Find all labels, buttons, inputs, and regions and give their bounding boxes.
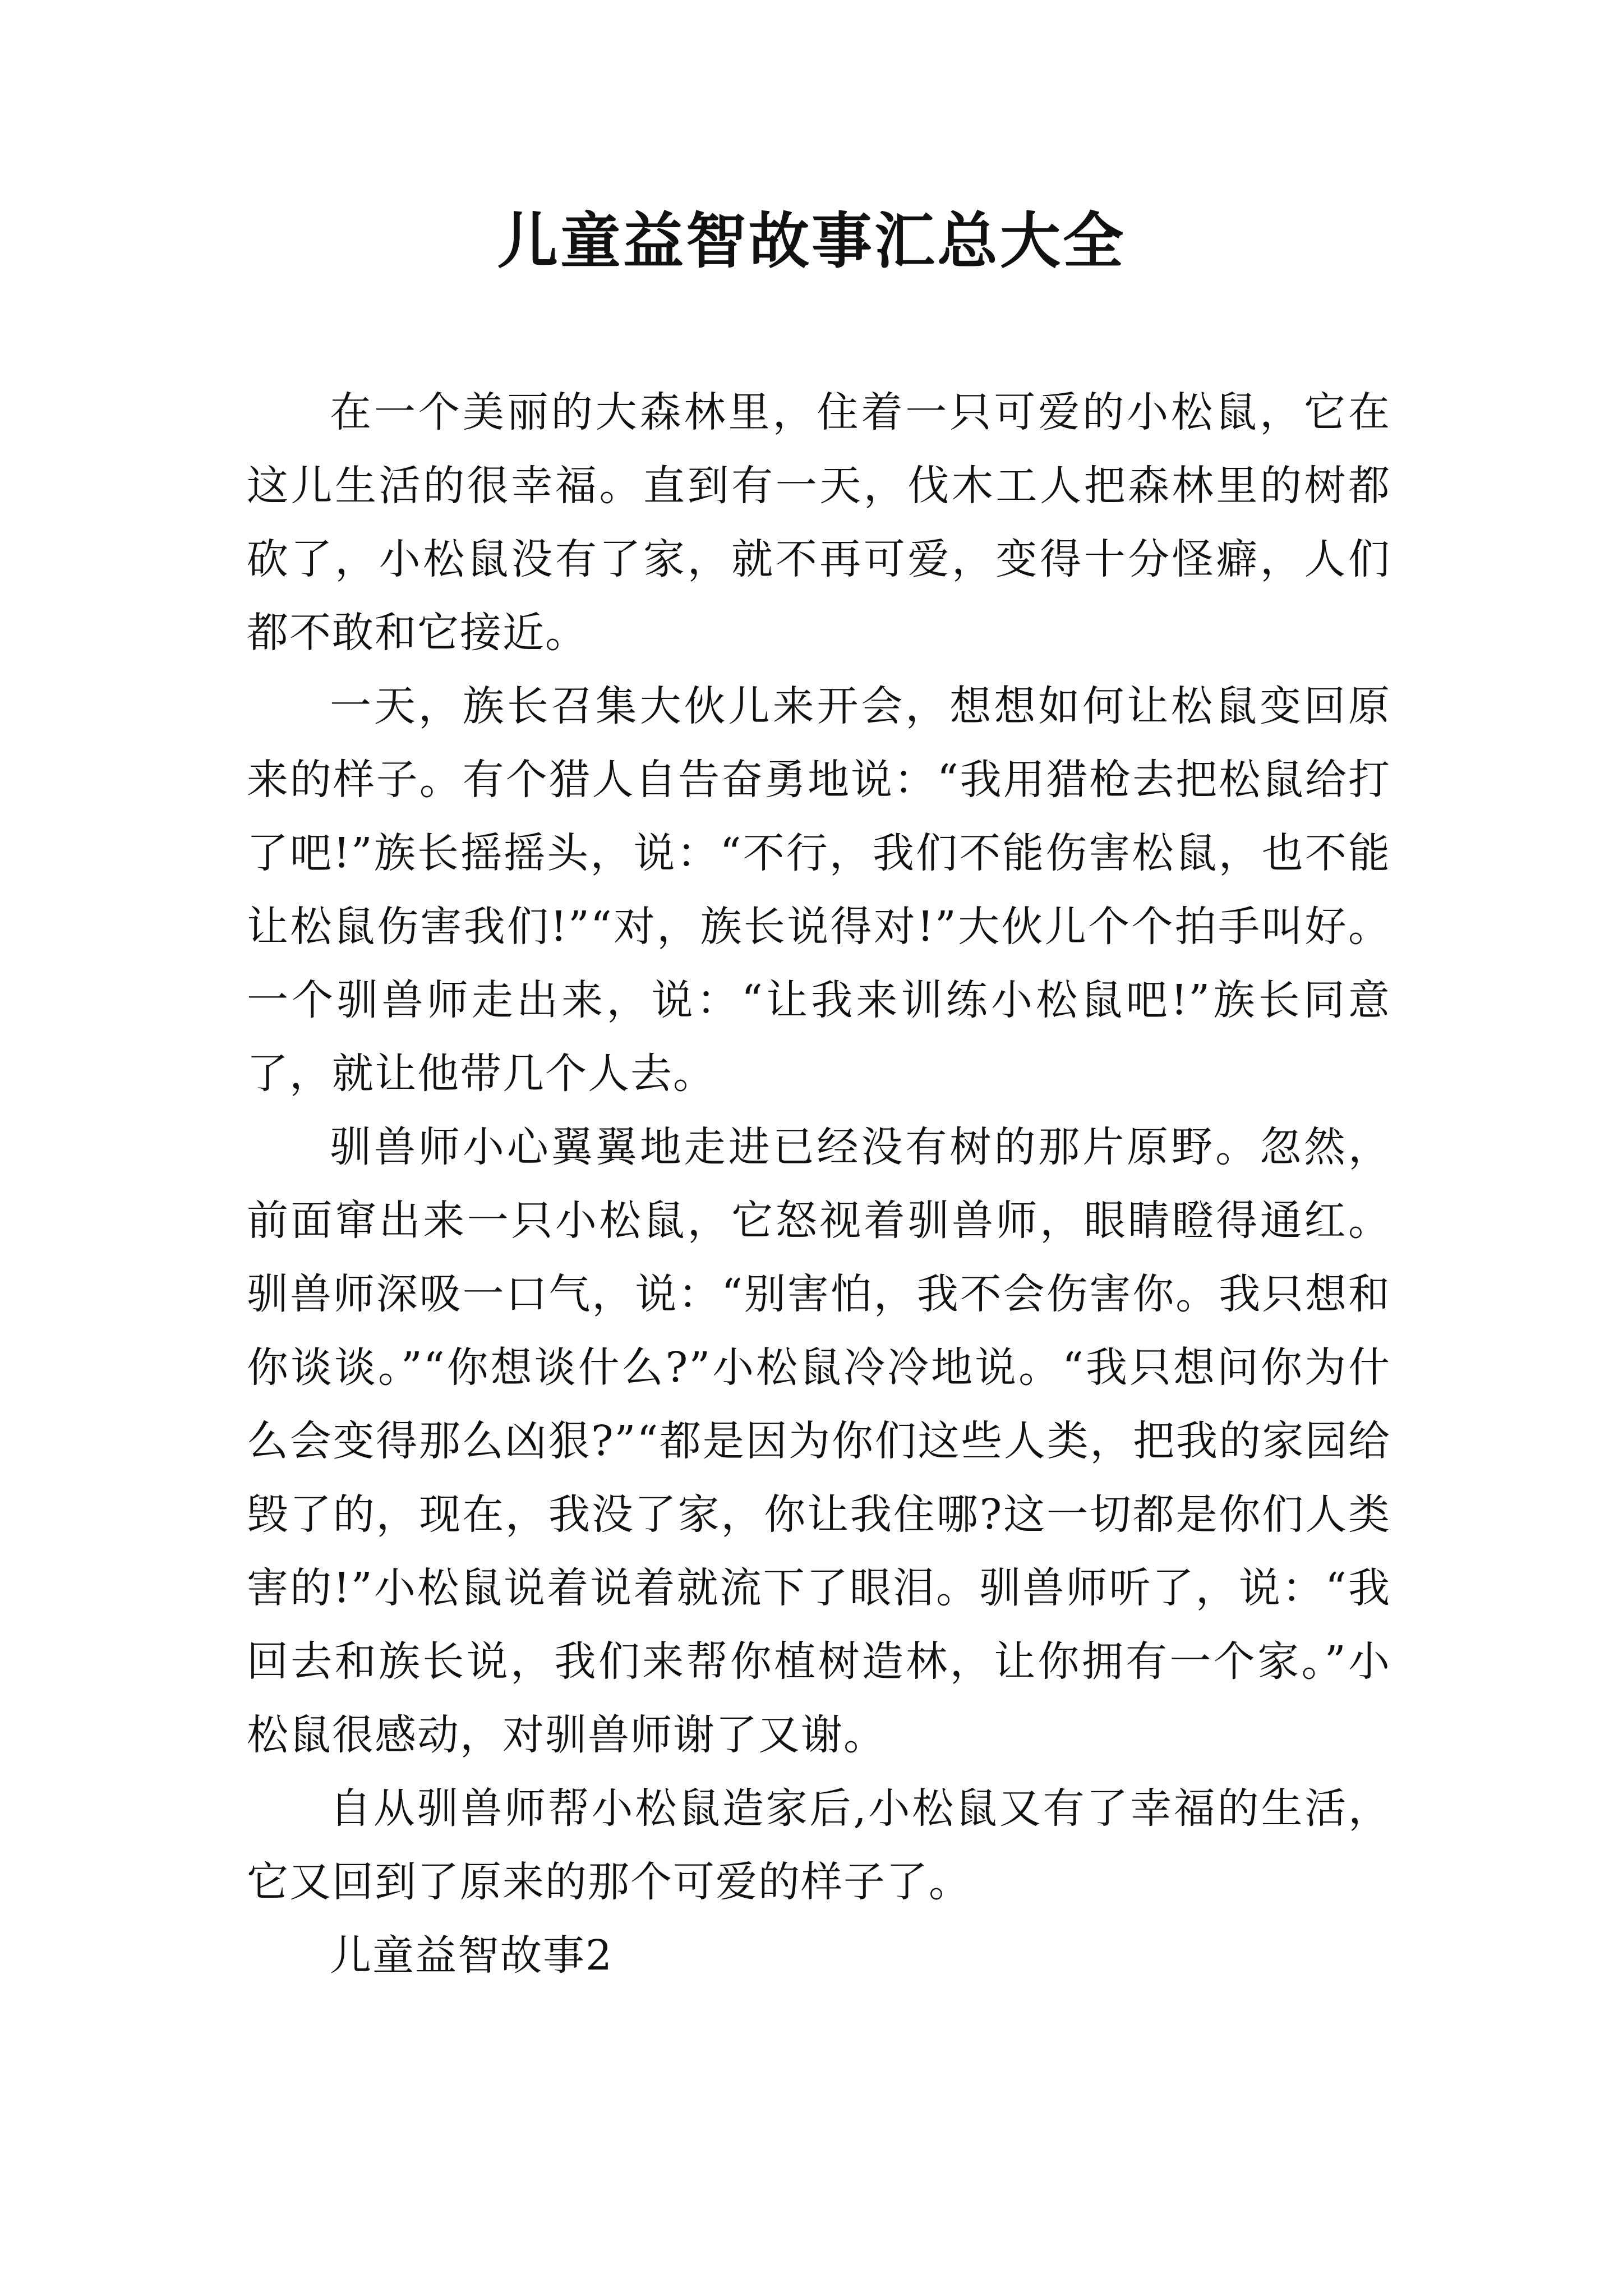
document-body [247,376,1391,1993]
paragraph-3: 驯兽师小心翼翼地走进已经没有树的那片原野。忽然，前面窜出来一只小松鼠，它怒视着驯兽师，眼睛瞪得通红。驯兽师深吸一口气，说：“别害怕，我不会伤害你。我只想和你谈谈。”“你想谈什么?”小松鼠冷冷地说。“我只想问你为什么会变得那么凶狠?”“都是因为你们这些人类，把我的家园给毁了的，现在，我没了家，你让我住哪?这一切都是你们人类害的!”小松鼠说着说着就流下了眼泪。驯兽师听了，说：“我回去和族长说，我们来帮你植树造林，让你拥有一个家。”小松鼠很感动，对驯兽师谢了又谢。 [247,1123,1391,1759]
paragraph-4: 自从驯兽师帮小松鼠造家后,小松鼠又有了幸福的生活，它又回到了原来的那个可爱的样子了。 [247,1784,1391,1906]
document-title: 儿童益智故事汇总大全 [497,206,1126,277]
paragraph-1: 在一个美丽的大森林里，住着一只可爱的小松鼠，它在这儿生活的很幸福。直到有一天，伐木工人把森林里的树都砍了，小松鼠没有了家，就不再可爱，变得十分怪癖，人们都不敢和它接近。 [247,388,1391,657]
paragraph-2: 一天，族长召集大伙儿来开会，想想如何让松鼠变回原来的样子。有个猎人自告奋勇地说：“我用猎枪去把松鼠给打了吧!”族长摇摇头，说：“不行，我们不能伤害松鼠，也不能让松鼠伤害我们!”“对，族长说得对!”大伙儿个个拍手叫好。一个驯兽师走出来，说：“让我来训练小松鼠吧!”族长同意了，就让他带几个人去。 [247,682,1391,1098]
section-heading-story-2: 儿童益智故事2 [330,1931,614,1980]
